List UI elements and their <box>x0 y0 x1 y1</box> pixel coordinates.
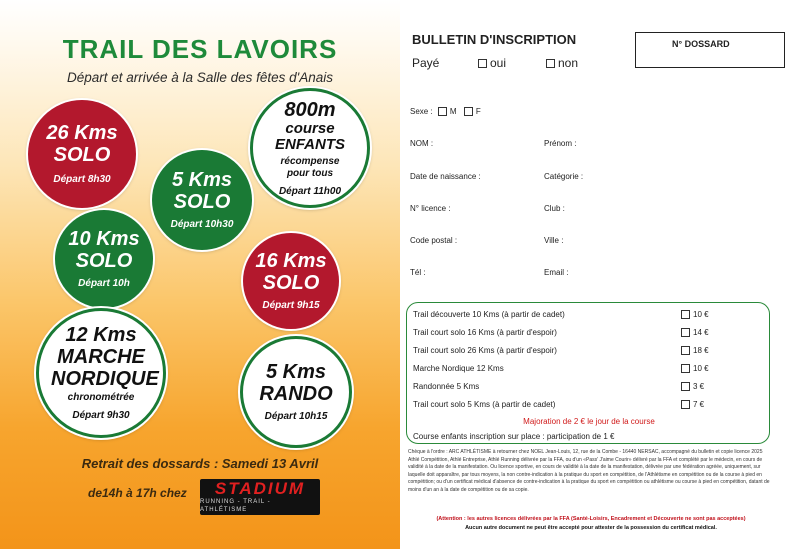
option-label: Randonnée 5 Kms <box>413 382 480 391</box>
email-field[interactable]: Email : <box>544 268 569 277</box>
race-badge-5km-solo <box>152 150 252 250</box>
checkbox-icon[interactable] <box>478 59 487 68</box>
stadium-logo-text: STADIUM <box>214 479 306 498</box>
event-title: TRAIL DES LAVOIRS <box>62 34 338 64</box>
paid-no-option[interactable] <box>546 56 578 70</box>
race-type: SOLO <box>173 191 231 213</box>
sex-m-label: M <box>449 107 457 116</box>
race-distance: 800m <box>284 98 336 121</box>
race-badge-26km <box>28 100 136 208</box>
race-type: RANDO <box>259 383 333 405</box>
option-label: Trail découverte 10 Kms (à partir de cadet) <box>413 310 565 319</box>
registration-form <box>400 0 800 549</box>
option-label: Trail court solo 16 Kms (à partir d'espoir) <box>413 328 557 337</box>
race-depart: Départ 8h30 <box>53 174 111 185</box>
paid-no-label: non <box>558 56 579 70</box>
race-distance: 26 Kms <box>46 122 118 144</box>
race-type: SOLO <box>75 250 133 272</box>
checkbox-icon[interactable] <box>681 382 690 391</box>
stadium-logo <box>200 479 320 515</box>
name-field[interactable]: NOM : <box>410 139 434 148</box>
option-price[interactable]: 18 € <box>681 346 709 355</box>
license-warning: (Attention : les autres licences délivrées par la FFA (Santé-Loisirs, Encadrement et Découverte ne sont pas acceptées) <box>436 516 746 522</box>
stadium-tagline: RUNNING - TRAIL - ATHLÉTISME <box>200 499 271 513</box>
race-depart: Départ 11h00 <box>278 185 342 197</box>
option-price[interactable]: 10 € <box>681 310 709 319</box>
birthdate-field[interactable]: Date de naissance : <box>410 172 481 181</box>
race-type: SOLO <box>262 272 320 294</box>
option-label: Trail court solo 5 Kms (à partir de cadet) <box>413 400 556 409</box>
club-field[interactable]: Club : <box>544 204 565 213</box>
bib-number-box[interactable] <box>635 32 785 68</box>
phone-field[interactable]: Tél : <box>410 268 426 277</box>
race-options-box <box>406 302 770 444</box>
late-fee-note: Majoration de 2 € le jour de la course <box>523 417 655 426</box>
race-distance: 5 Kms <box>265 361 327 383</box>
paid-yes-option[interactable] <box>478 56 506 70</box>
checkbox-icon[interactable] <box>546 59 555 68</box>
event-subtitle: Départ et arrivée à la Salle des fêtes d'Anais <box>67 70 333 85</box>
fine-print: Chèque à l'ordre : ARC ATHLÉTISME à retourner chez NOEL Jean-Louis, 12, rue de la Combe - 16440 NERSAC, accompagné du bulletin et copie licence 2025 Athlé Compétition, Athlé Entreprise, Athlé Running délivrée par la FFA, ou d'un «Pass' J'aime Courir» délivré par la FFA et complété par le médecin, en cours de validité à la date de la manifestation. Ou licence sportive, en cours de validité à la date de la manifestation, délivrée par une fédération agréée, uniquement, sur laquelle doit apparaître, par tous moyens, la non contre-indication à la pratique du sport en compétition, de l'Athlétisme en compétition ou de la course à pied en compétition; ou d'un certificat médical d'absence de contre-indication à la pratique du sport en compétition ou athlétisme ou course à pied en compétition, datant de moins d'un an à la date de compétition ou de sa copie. <box>408 449 770 493</box>
race-depart: Départ 10h <box>78 278 130 289</box>
race-depart: Départ 10h15 <box>264 411 328 422</box>
paid-label: Payé <box>412 56 440 70</box>
race-type: MARCHE NORDIQUE <box>51 346 159 390</box>
sex-label: Sexe : <box>410 107 433 116</box>
checkbox-icon[interactable] <box>438 107 447 116</box>
race-depart: Départ 9h30 <box>72 410 130 421</box>
race-distance: 12 Kms <box>65 324 137 346</box>
race-distance: 5 Kms <box>171 169 233 191</box>
option-label: Marche Nordique 12 Kms <box>413 364 504 373</box>
license-field[interactable]: N° licence : <box>410 204 451 213</box>
sex-f-label: F <box>475 107 481 116</box>
race-depart: Départ 10h30 <box>170 219 234 230</box>
race-note: chronométrée <box>67 392 135 403</box>
firstname-field[interactable]: Prénom : <box>544 139 577 148</box>
paid-yes-label: oui <box>490 56 507 70</box>
form-title: BULLETIN D'INSCRIPTION <box>412 32 577 47</box>
option-price[interactable]: 3 € <box>681 382 704 391</box>
checkbox-icon[interactable] <box>681 310 690 319</box>
option-price[interactable]: 14 € <box>681 328 709 337</box>
checkbox-icon[interactable] <box>681 364 690 373</box>
option-price[interactable]: 7 € <box>681 400 704 409</box>
category-field[interactable]: Catégorie : <box>544 172 584 181</box>
race-distance: 10 Kms <box>68 228 140 250</box>
option-price[interactable]: 10 € <box>681 364 709 373</box>
race-badge-16km <box>243 233 339 329</box>
race-badge-5km-rando <box>240 336 352 448</box>
race-badge-800m <box>250 88 370 208</box>
postal-code-field[interactable]: Code postal : <box>410 236 458 245</box>
race-badge-10km <box>55 210 153 308</box>
race-depart: Départ 9h15 <box>262 300 320 311</box>
checkbox-icon[interactable] <box>681 346 690 355</box>
bib-pickup-hours: de14h à 17h chez <box>88 486 187 500</box>
race-type: course ENFANTS <box>274 119 345 153</box>
option-label: Trail court solo 26 Kms (à partir d'espoir) <box>413 346 557 355</box>
certificate-note: Aucun autre document ne peut être accepté pour attester de la possession du certificat médical. <box>465 525 717 531</box>
race-badge-12km-nordique <box>36 308 166 438</box>
sex-field <box>410 107 481 116</box>
race-distance: 16 Kms <box>255 250 327 272</box>
checkbox-icon[interactable] <box>681 400 690 409</box>
checkbox-icon[interactable] <box>464 107 473 116</box>
race-type: SOLO <box>53 144 111 166</box>
city-field[interactable]: Ville : <box>544 236 564 245</box>
kids-race-note: Course enfants inscription sur place : participation de 1 € <box>413 432 615 441</box>
bib-number-label: N° DOSSARD <box>672 39 730 49</box>
bib-pickup-date: Retrait des dossards : Samedi 13 Avril <box>81 456 319 471</box>
race-note: récompense pour tous <box>280 155 340 179</box>
checkbox-icon[interactable] <box>681 328 690 337</box>
